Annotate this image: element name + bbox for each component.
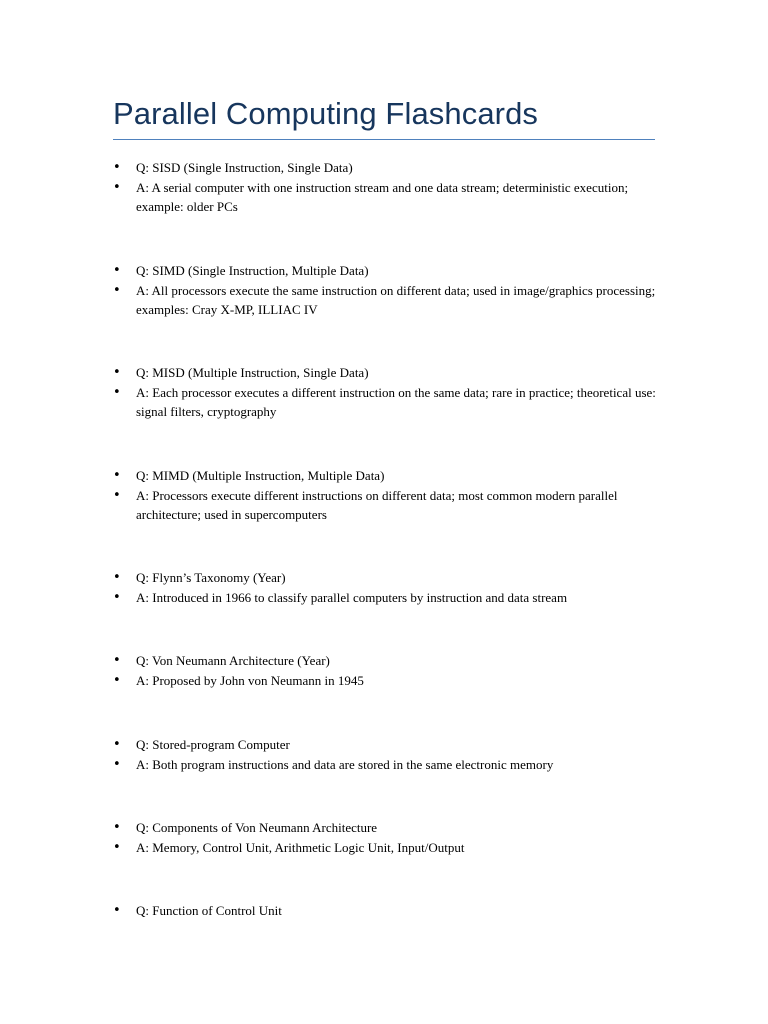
question-item <box>113 818 658 838</box>
bullet-icon: • <box>113 263 121 278</box>
answer-item <box>113 588 658 608</box>
flashcard-3 <box>113 363 658 422</box>
answer-text: A: Introduced in 1966 to classify parallel computers by instruction and data stream <box>136 589 568 605</box>
bullet-icon: • <box>113 487 121 503</box>
bullet-icon: • <box>113 653 121 668</box>
question-item <box>113 466 658 486</box>
question-text: Q: Von Neumann Architecture (Year) <box>136 653 330 668</box>
bullet-icon: • <box>113 820 121 835</box>
question-text: Q: SISD (Single Instruction, Single Data) <box>136 160 353 175</box>
question-text: Q: Function of Control Unit <box>136 903 282 918</box>
bullet-icon: • <box>113 589 121 605</box>
answer-item <box>113 281 658 320</box>
flashcard-4 <box>113 466 658 525</box>
flashcard-5 <box>113 568 658 607</box>
bullet-icon: • <box>113 179 121 195</box>
answer-item <box>113 671 658 691</box>
question-text: Q: MISD (Multiple Instruction, Single Data) <box>136 365 369 380</box>
question-item <box>113 651 658 671</box>
answer-text: A: Proposed by John von Neumann in 1945 <box>136 672 364 688</box>
question-item <box>113 568 658 588</box>
question-item <box>113 158 658 178</box>
question-item <box>113 901 658 921</box>
bullet-icon: • <box>113 384 121 400</box>
flashcard-7 <box>113 735 658 774</box>
flashcard-9 <box>113 901 658 921</box>
question-text: Q: SIMD (Single Instruction, Multiple Data) <box>136 263 369 278</box>
answer-item <box>113 838 658 858</box>
bullet-icon: • <box>113 839 121 855</box>
question-item <box>113 261 658 281</box>
answer-item <box>113 486 658 525</box>
question-text: Q: Stored-program Computer <box>136 737 290 752</box>
bullet-icon: • <box>113 903 121 918</box>
title-underline <box>113 139 655 140</box>
bullet-icon: • <box>113 570 121 585</box>
flashcard-8 <box>113 818 658 857</box>
answer-text: A: Processors execute different instructions on different data; most common modern parallel architecture; used in supercomputers <box>136 487 618 522</box>
bullet-icon: • <box>113 160 121 175</box>
answer-text: A: A serial computer with one instruction stream and one data stream; deterministic execution; example: older PCs <box>136 179 629 214</box>
question-text: Q: Components of Von Neumann Architecture <box>136 820 378 835</box>
answer-text: A: Memory, Control Unit, Arithmetic Logic Unit, Input/Output <box>136 839 465 855</box>
answer-item <box>113 178 658 217</box>
answer-text: A: Both program instructions and data are stored in the same electronic memory <box>136 756 554 772</box>
question-text: Q: MIMD (Multiple Instruction, Multiple Data) <box>136 468 385 483</box>
bullet-icon: • <box>113 365 121 380</box>
bullet-icon: • <box>113 468 121 483</box>
answer-item <box>113 383 658 422</box>
flashcard-1 <box>113 158 658 217</box>
answer-text: A: All processors execute the same instruction on different data; used in image/graphics processing; examples: Cray X-MP, ILLIAC IV <box>136 282 656 317</box>
question-item <box>113 363 658 383</box>
bullet-icon: • <box>113 737 121 752</box>
bullet-icon: • <box>113 672 121 688</box>
page-title: Parallel Computing Flashcards <box>113 96 539 131</box>
flashcard-6 <box>113 651 658 690</box>
bullet-icon: • <box>113 282 121 298</box>
question-item <box>113 735 658 755</box>
answer-item <box>113 755 658 775</box>
bullet-icon: • <box>113 756 121 772</box>
question-text: Q: Flynn’s Taxonomy (Year) <box>136 570 286 585</box>
answer-text: A: Each processor executes a different instruction on the same data; rare in practice; theoretical use: signal filters, cryptography <box>136 384 656 419</box>
flashcard-2 <box>113 261 658 320</box>
